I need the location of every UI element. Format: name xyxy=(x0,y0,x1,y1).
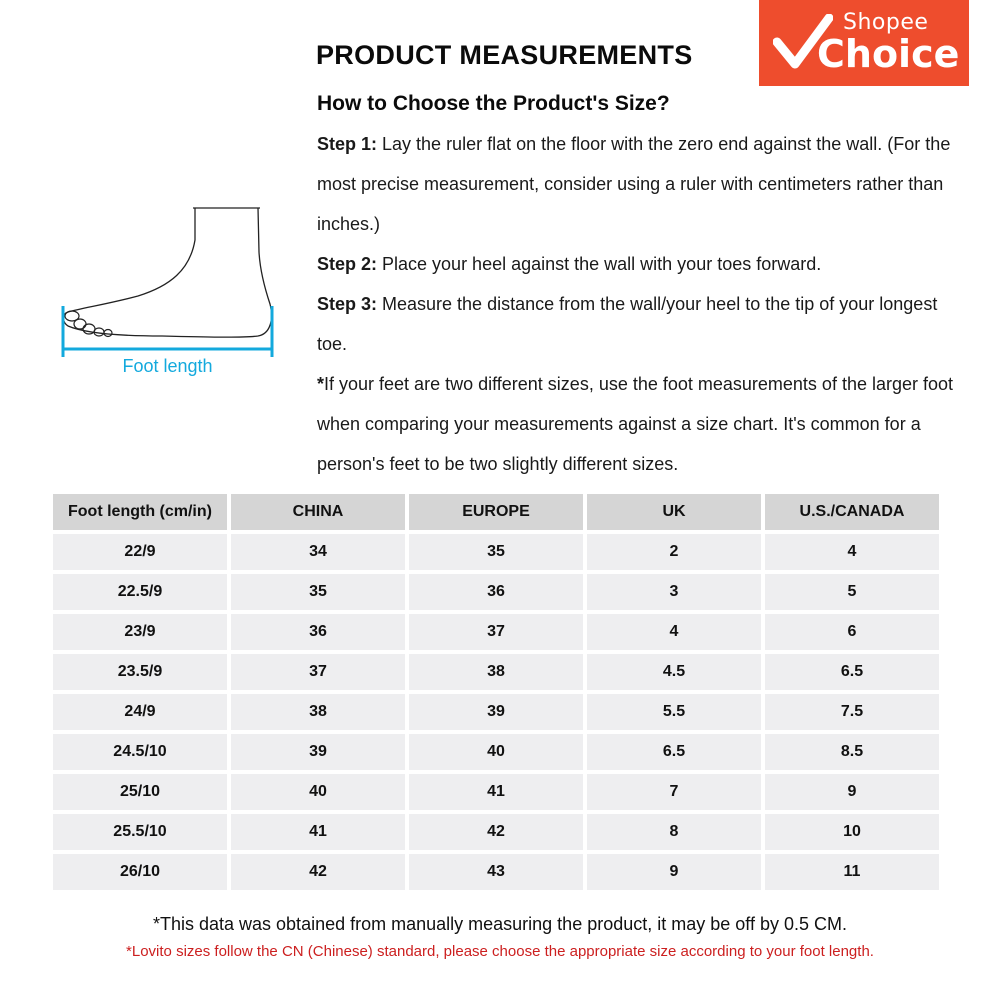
cell-us-canada: 6.5 xyxy=(765,654,939,690)
header-us-canada: U.S./CANADA xyxy=(765,494,939,530)
cell-china: 37 xyxy=(231,654,405,690)
size-chart-table xyxy=(49,490,943,894)
cell-us-canada: 10 xyxy=(765,814,939,850)
step-2-text: Place your heel against the wall with your toes forward. xyxy=(377,254,822,274)
cell-foot-length: 26/10 xyxy=(53,854,227,890)
cell-us-canada: 11 xyxy=(765,854,939,890)
table-row xyxy=(53,614,939,650)
cell-uk: 4.5 xyxy=(587,654,761,690)
step-1 xyxy=(317,124,957,244)
table-row xyxy=(53,654,939,690)
cell-europe: 43 xyxy=(409,854,583,890)
cell-europe: 41 xyxy=(409,774,583,810)
shopee-choice-badge xyxy=(759,0,969,86)
cell-us-canada: 5 xyxy=(765,574,939,610)
cell-uk: 3 xyxy=(587,574,761,610)
cell-china: 36 xyxy=(231,614,405,650)
cell-us-canada: 6 xyxy=(765,614,939,650)
header-foot-length: Foot length (cm/in) xyxy=(53,494,227,530)
foot-outline-icon xyxy=(52,200,282,365)
table-row xyxy=(53,694,939,730)
header-europe: EUROPE xyxy=(409,494,583,530)
step-2 xyxy=(317,244,957,284)
cell-us-canada: 8.5 xyxy=(765,734,939,770)
cell-us-canada: 4 xyxy=(765,534,939,570)
instructions xyxy=(317,124,957,484)
table-row xyxy=(53,814,939,850)
step-3-text: Measure the distance from the wall/your heel to the tip of your longest toe. xyxy=(317,294,938,354)
step-1-text: Lay the ruler flat on the floor with the zero end against the wall. (For the most precise measurement, consider using a ruler with centimeters rather than inches.) xyxy=(317,134,951,234)
cell-uk: 6.5 xyxy=(587,734,761,770)
cell-foot-length: 25/10 xyxy=(53,774,227,810)
cell-china: 40 xyxy=(231,774,405,810)
cell-china: 35 xyxy=(231,574,405,610)
table-header-row xyxy=(53,494,939,530)
cell-uk: 5.5 xyxy=(587,694,761,730)
step-1-label: Step 1: xyxy=(317,134,378,154)
cell-foot-length: 23/9 xyxy=(53,614,227,650)
cell-foot-length: 24.5/10 xyxy=(53,734,227,770)
cell-china: 39 xyxy=(231,734,405,770)
step-3-label: Step 3: xyxy=(317,294,378,314)
cell-us-canada: 9 xyxy=(765,774,939,810)
cell-uk: 4 xyxy=(587,614,761,650)
cell-uk: 2 xyxy=(587,534,761,570)
table-row xyxy=(53,574,939,610)
cell-europe: 42 xyxy=(409,814,583,850)
cell-europe: 39 xyxy=(409,694,583,730)
size-note-text: If your feet are two different sizes, use the foot measurements of the larger foot when comparing your measurements against a size chart. It's common for a person's feet to be two slightly different sizes. xyxy=(317,374,954,474)
foot-length-label: Foot length xyxy=(122,356,213,376)
table-row xyxy=(53,534,939,570)
page-title: PRODUCT MEASUREMENTS xyxy=(316,40,693,70)
cell-foot-length: 25.5/10 xyxy=(53,814,227,850)
cell-foot-length: 22.5/9 xyxy=(53,574,227,610)
cell-europe: 40 xyxy=(409,734,583,770)
cell-china: 41 xyxy=(231,814,405,850)
cell-foot-length: 23.5/9 xyxy=(53,654,227,690)
measurement-disclaimer: *This data was obtained from manually measuring the product, it may be off by 0.5 CM. xyxy=(152,914,847,934)
badge-label: Choice xyxy=(817,32,960,76)
badge-brand: Shopee xyxy=(843,10,929,35)
table-row xyxy=(53,734,939,770)
table-row xyxy=(53,854,939,890)
cell-europe: 37 xyxy=(409,614,583,650)
cell-uk: 9 xyxy=(587,854,761,890)
cell-uk: 7 xyxy=(587,774,761,810)
cell-europe: 38 xyxy=(409,654,583,690)
size-note-mark: * xyxy=(317,374,325,394)
step-2-label: Step 2: xyxy=(317,254,378,274)
size-note xyxy=(317,364,957,484)
cell-china: 34 xyxy=(231,534,405,570)
sizing-standard-note: *Lovito sizes follow the CN (Chinese) standard, please choose the appropriate size according to your foot length. xyxy=(126,943,874,960)
cell-europe: 35 xyxy=(409,534,583,570)
table-row xyxy=(53,774,939,810)
page-subtitle: How to Choose the Product's Size? xyxy=(317,92,670,115)
cell-china: 38 xyxy=(231,694,405,730)
header-uk: UK xyxy=(587,494,761,530)
cell-europe: 36 xyxy=(409,574,583,610)
cell-foot-length: 24/9 xyxy=(53,694,227,730)
header-china: CHINA xyxy=(231,494,405,530)
step-3 xyxy=(317,284,957,364)
cell-china: 42 xyxy=(231,854,405,890)
cell-foot-length: 22/9 xyxy=(53,534,227,570)
cell-uk: 8 xyxy=(587,814,761,850)
cell-us-canada: 7.5 xyxy=(765,694,939,730)
